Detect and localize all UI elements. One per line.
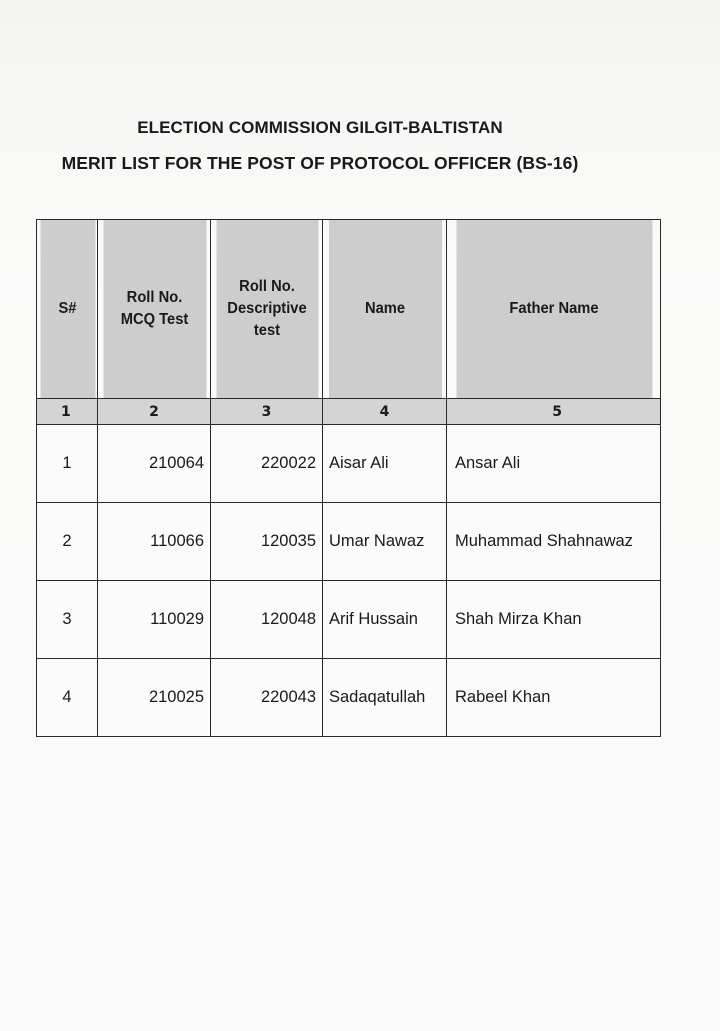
cell-roll-descriptive: 120035 xyxy=(211,503,323,581)
cell-roll-descriptive: 220022 xyxy=(211,425,323,503)
cell-roll-mcq: 210064 xyxy=(98,425,211,503)
table-row xyxy=(37,659,661,737)
header-roll-descriptive: Roll No. Descriptive test xyxy=(215,220,318,399)
column-number: 4 xyxy=(323,399,447,425)
column-number-row xyxy=(37,399,661,425)
header-roll-mcq: Roll No. MCQ Test xyxy=(102,220,206,399)
cell-serial: 2 xyxy=(37,503,98,581)
cell-father-name: Muhammad Shahnawaz xyxy=(447,503,661,581)
cell-serial: 3 xyxy=(37,581,98,659)
header-father-name: Father Name xyxy=(455,220,652,399)
table-row xyxy=(37,503,661,581)
cell-roll-descriptive: 220043 xyxy=(211,659,323,737)
document-subtitle: MERIT LIST FOR THE POST OF PROTOCOL OFFICER (BS-16) xyxy=(61,153,579,173)
cell-father-name: Rabeel Khan xyxy=(447,659,661,737)
cell-serial: 4 xyxy=(37,659,98,737)
table-row xyxy=(37,581,661,659)
cell-name: Arif Hussain xyxy=(323,581,447,659)
cell-roll-mcq: 210025 xyxy=(98,659,211,737)
cell-roll-mcq: 110066 xyxy=(98,503,211,581)
cell-name: Sadaqatullah xyxy=(323,659,447,737)
column-number: 5 xyxy=(447,399,661,425)
cell-roll-descriptive: 120048 xyxy=(211,581,323,659)
header-sn: S# xyxy=(39,220,95,399)
merit-list-table xyxy=(36,219,661,737)
cell-serial: 1 xyxy=(37,425,98,503)
table-header-row xyxy=(37,220,661,399)
cell-name: Aisar Ali xyxy=(323,425,447,503)
column-number: 2 xyxy=(98,399,211,425)
column-number: 1 xyxy=(37,399,98,425)
table-row xyxy=(37,425,661,503)
column-number: 3 xyxy=(211,399,323,425)
header-name: Name xyxy=(327,220,441,399)
cell-name: Umar Nawaz xyxy=(323,503,447,581)
cell-roll-mcq: 110029 xyxy=(98,581,211,659)
document-title: ELECTION COMMISSION GILGIT-BALTISTAN xyxy=(137,118,503,137)
cell-father-name: Ansar Ali xyxy=(447,425,661,503)
cell-father-name: Shah Mirza Khan xyxy=(447,581,661,659)
